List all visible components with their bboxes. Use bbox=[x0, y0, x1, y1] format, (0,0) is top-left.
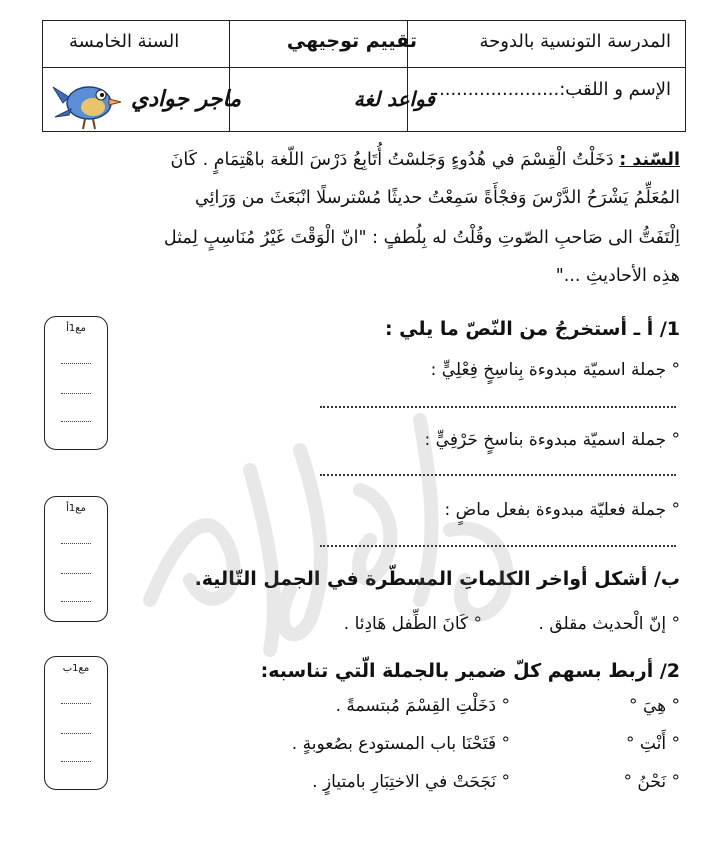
score-box-3 bbox=[44, 656, 108, 790]
question-1a-title: 1/ أ ـ أستخرجُ من النّصّ ما يلي : bbox=[384, 318, 680, 340]
score-box-1 bbox=[44, 316, 108, 450]
evaluation-title: تقييم توجيهي bbox=[286, 30, 417, 52]
question-1b-sentence-2: ° كَانَ الطِّفل هَادِئا . bbox=[343, 614, 482, 634]
header-divider-left bbox=[229, 21, 230, 131]
score-box-label: مع1ب bbox=[62, 663, 90, 674]
sentence-2[interactable]: ° فَتَحْنَا باب المستودع بصُعوبةٍ . bbox=[291, 734, 510, 754]
score-box-label: مع1أ bbox=[66, 503, 86, 514]
question-1a-item-2: ° جملة اسميّة مبدوءة بناسخٍ حَرْفِيٍّ : bbox=[424, 430, 680, 450]
score-line[interactable] bbox=[61, 761, 91, 762]
pronoun-2[interactable]: ° أَنْتِ ° bbox=[626, 734, 680, 754]
sentence-1[interactable]: ° دَخَلْتِ القِسْمَ مُبتسمةً . bbox=[335, 696, 510, 716]
question-1b-title: ب/ أشكل أواخر الكلماتِ المسطّرة في الجمل التّالية. bbox=[194, 568, 680, 590]
sentence-3[interactable]: ° نَجَحَتْ في الاختِبَارِ بامتيازٍ . bbox=[312, 772, 510, 792]
teacher-name: ماجر جوادي bbox=[131, 87, 241, 112]
school-year: السنة الخامسة bbox=[69, 31, 180, 52]
score-line[interactable] bbox=[61, 573, 91, 574]
score-line[interactable] bbox=[61, 421, 91, 422]
score-line[interactable] bbox=[61, 703, 91, 704]
score-line[interactable] bbox=[61, 363, 91, 364]
question-1a-item-1: ° جملة اسميّة مبدوءة بِناسِخٍ فِعْلِيٍّ : bbox=[430, 360, 680, 380]
school-name: المدرسة التونسية بالدوحة bbox=[479, 31, 671, 52]
bird-icon bbox=[49, 73, 123, 131]
pronoun-3[interactable]: ° نَحْنُ ° bbox=[623, 772, 680, 792]
score-line[interactable] bbox=[61, 601, 91, 602]
subject-title: قواعد لغة bbox=[353, 87, 435, 111]
score-box-2 bbox=[44, 496, 108, 622]
score-line[interactable] bbox=[61, 733, 91, 734]
sanad-line-3: اِلْتَفَتُّ الى صَاحبِ الصّوتِ وقُلْتُ له بِلُطفٍ : "انّ الْوَقْتَ غَيْرُ مُنَاسِبٍ لِمثل bbox=[163, 228, 680, 248]
question-2-title: 2/ أربط بسهم كلّ ضمير بالجملة الّتي تناسبه: bbox=[260, 660, 680, 682]
score-line[interactable] bbox=[61, 393, 91, 394]
score-line[interactable] bbox=[61, 543, 91, 544]
watermark-signature bbox=[120, 380, 540, 680]
question-1a-item-3: ° جملة فعليّة مبدوءة بفعل ماضٍ : bbox=[444, 500, 680, 520]
pronoun-1[interactable]: ° هِيَ ° bbox=[629, 696, 680, 716]
score-box-label: مع1أ bbox=[66, 323, 86, 334]
question-1b-sentence-1: ° إنّ الْحديث مقلق . bbox=[538, 614, 680, 634]
header-table bbox=[42, 20, 686, 132]
sanad-line-4: هذِه الأحاديثِ ..." bbox=[555, 266, 680, 286]
student-name-field[interactable]: الإسم و اللقب:...................... bbox=[433, 79, 671, 100]
sanad-line-2: المُعَلِّمُ يَشْرَحُ الدَّرْسَ وَفجْأَةً سَمِعْتُ حديثًا مُسْترسلًا انْبَعَثَ من وَرَائِي bbox=[195, 188, 680, 208]
sanad-label: السّند : bbox=[619, 150, 680, 170]
sanad-line-1: السّند : دَخَلْتُ الْقِسْمَ في هُدُوءٍ وَجَلسْتُ أُتَابِعُ دَرْسَ اللّغة باهْتِمَامٍ . كَانَ bbox=[170, 150, 680, 170]
header-divider-row bbox=[43, 67, 685, 68]
